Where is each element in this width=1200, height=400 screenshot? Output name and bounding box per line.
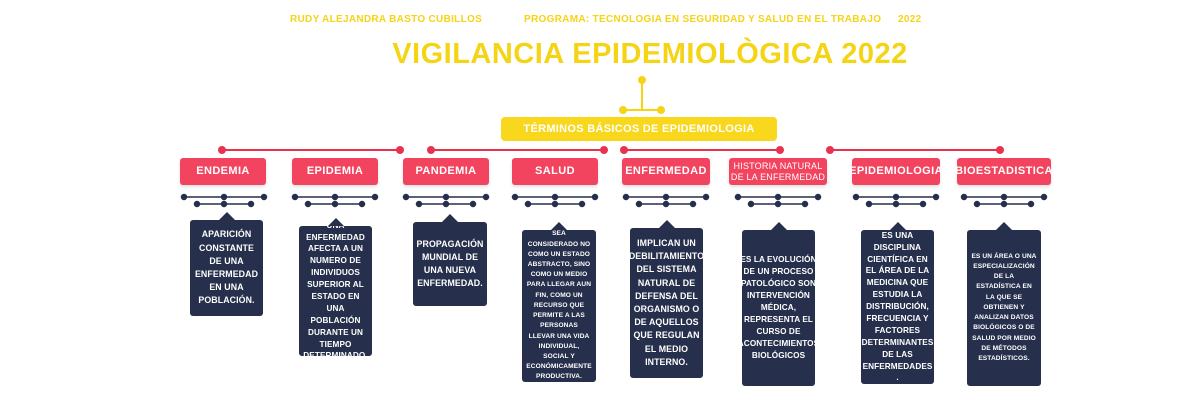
program-name: PROGRAMA: TECNOLOGIA EN SEGURIDAD Y SALUD EN EL TRABAJO xyxy=(524,14,882,25)
branch-connector xyxy=(219,147,1003,153)
description-enfermedad: IMPLICAN UN DEBILITAMIENTO DEL SISTEMA NATURAL DE DEFENSA DEL ORGANISMO O DE AQUELLOS QUE REGULAN EL MEDIO INTERNO. xyxy=(630,228,703,378)
description-bioestadistica: ES UN ÁREA O UNA ESPECIALIZACIÓN DE LA ESTADÍSTICA EN LA QUE SE OBTIENEN Y ANALIZAN DATOS BIOLÓGICOS O DE SALUD POR MEDIO DE MÉTODOS ESTADÍSTICOS. xyxy=(967,230,1041,386)
term-connector-4 xyxy=(624,195,709,207)
header-year: 2022 xyxy=(898,14,922,25)
term-epidemia: EPIDEMIA xyxy=(292,158,378,185)
term-connector-2 xyxy=(404,195,489,207)
description-epidemia: UNA ENFERMEDAD AFECTA A UN NUMERO DE INDIVIDUOS SUPERIOR AL ESTADO EN UNA POBLACIÓN DURANTE UN TIEMPO DETERMINADO. xyxy=(299,226,372,356)
term-enfermedad: ENFERMEDAD xyxy=(622,158,710,185)
description-historia-natural: ES LA EVOLUCIÓN DE UN PROCESO PATOLÓGICO SON INTERVENCIÓN MÉDICA, REPRESENTA EL CURSO DE ACONTECIMIENTOS BIOLÓGICOS xyxy=(742,230,815,386)
term-pandemia: PANDEMIA xyxy=(403,158,489,185)
term-bioestadistica: BIOESTADISTICA xyxy=(957,158,1051,185)
root-concept: TÉRMINOS BÁSICOS DE EPIDEMIOLOGIA xyxy=(501,117,777,141)
diagram-title: VIGILANCIA EPIDEMIOLÒGICA 2022 xyxy=(392,38,908,70)
root-connector xyxy=(620,77,664,113)
term-endemia: ENDEMIA xyxy=(180,158,266,185)
term-connector-6 xyxy=(854,195,939,207)
description-pandemia: PROPAGACIÓN MUNDIAL DE UNA NUEVA ENFERMEDAD. xyxy=(413,222,487,306)
term-historia-natural: HISTORIA NATURAL DE LA ENFERMEDAD xyxy=(729,158,827,185)
term-connector-5 xyxy=(736,195,821,207)
term-connector-7 xyxy=(962,195,1047,207)
term-salud: SALUD xyxy=(512,158,598,185)
description-epidemiologia: ES UNA DISCIPLINA CIENTÍFICA EN EL ÁREA DE LA MEDICINA QUE ESTUDIA LA DISTRIBUCIÓN, FRECUENCIA Y FACTORES DETERMINANTES DE LAS ENFERMEDADES . xyxy=(861,230,934,383)
term-connector-1 xyxy=(293,195,378,207)
term-connector-0 xyxy=(182,195,267,207)
author-name: RUDY ALEJANDRA BASTO CUBILLOS xyxy=(290,14,483,25)
term-connector-3 xyxy=(513,195,598,207)
description-salud: SEA CONSIDERADO NO COMO UN ESTADO ABSTRACTO, SINO COMO UN MEDIO PARA LLEGAR AUN FIN, COMO UN RECURSO QUE PERMITE A LAS PERSONAS LLEVAR UNA VIDA INDIVIDUAL, SOCIAL Y ECONÓMICAMENTE PRODUCTIVA. xyxy=(522,230,596,382)
description-endemia: APARICIÓN CONSTANTE DE UNA ENFERMEDAD EN UNA POBLACIÓN. xyxy=(190,220,263,316)
term-epidemiologia: EPIDEMIOLOGIA xyxy=(852,158,940,185)
